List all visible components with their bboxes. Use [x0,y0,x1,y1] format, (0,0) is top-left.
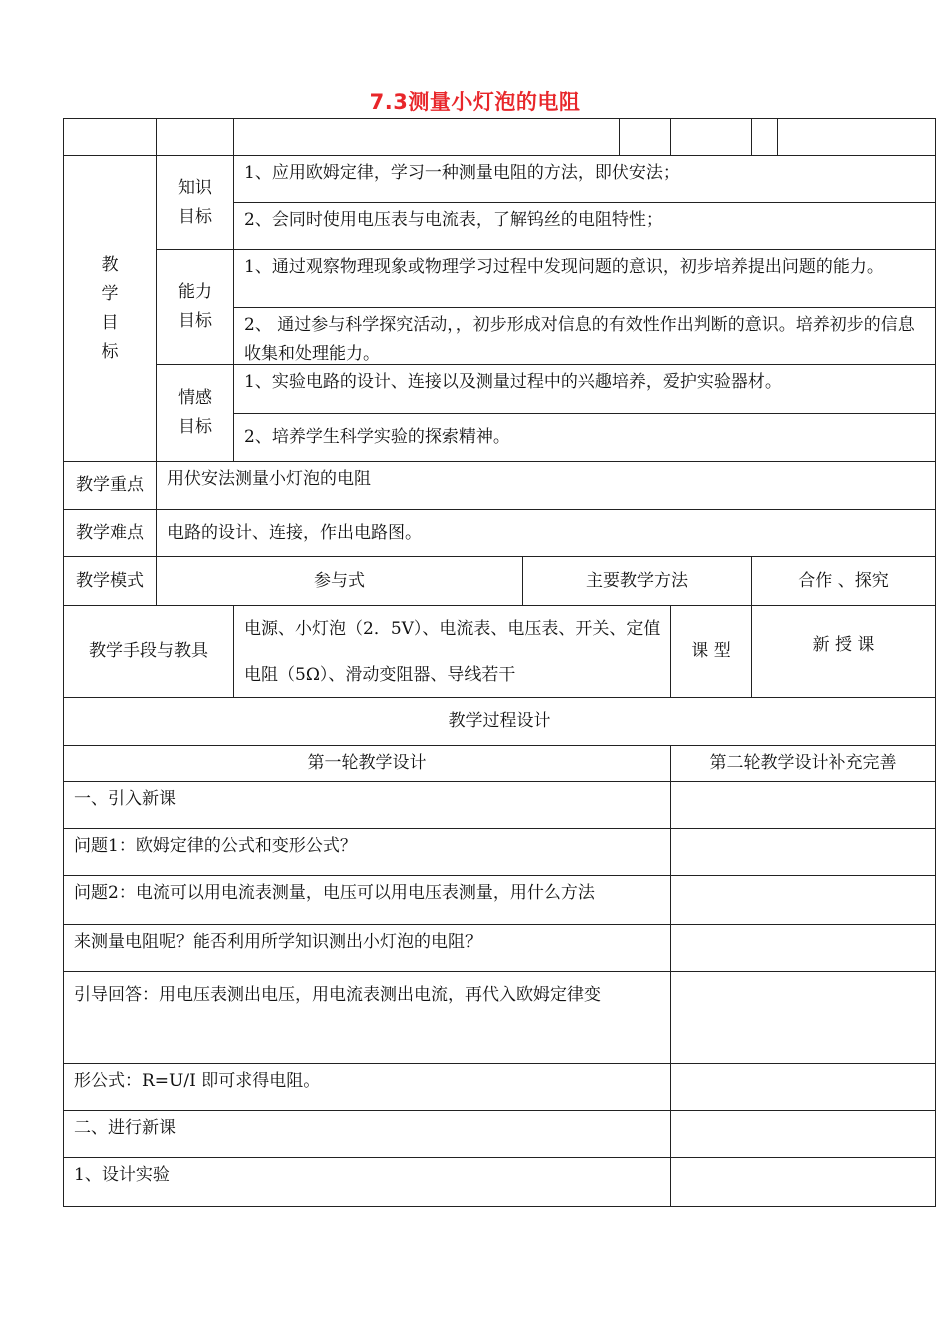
objective-item: 2、培养学生科学实验的探索精神。 [233,413,936,462]
method-label: 主要教学方法 [522,556,752,606]
key-point-label: 教学重点 [63,461,157,510]
process-row: 问题1：欧姆定律的公式和变形公式？ [63,828,671,876]
header-cell [751,118,778,156]
process-col1-header: 第一轮教学设计 [63,745,671,782]
lesson-type-value: 新 授 课 [751,605,936,698]
tools-value: 电源、小灯泡（2．5V）、电流表、电压表、开关、定值电阻（5Ω）、滑动变阻器、导线若干 [233,605,671,698]
mode-label: 教学模式 [63,556,157,606]
header-cell [777,118,936,156]
process-row: 问题2：电流可以用电流表测量，电压可以用电压表测量，用什么方法 [63,875,671,925]
objective-item: 1、应用欧姆定律，学习一种测量电阻的方法，即伏安法； [233,155,936,203]
objectives-header: 教 学 目 标 [101,254,119,362]
objectives-header-cell [63,155,157,462]
tools-label: 教学手段与教具 [63,605,234,698]
difficulty-label: 教学难点 [63,509,157,557]
header-cell [670,118,752,156]
key-point-value: 用伏安法测量小灯泡的电阻 [156,461,936,510]
process-row-supplement [670,971,936,1064]
process-row-supplement [670,828,936,876]
process-title: 教学过程设计 [63,697,936,746]
header-cell [619,118,671,156]
objective-group-label: 能力 目标 [156,249,234,365]
process-row-supplement [670,1110,936,1158]
process-col2-header: 第二轮教学设计补充完善 [670,745,936,782]
objective-item: 2、会同时使用电压表与电流表，了解钨丝的电阻特性； [233,202,936,250]
process-row: 形公式：R=U/I 即可求得电阻。 [63,1063,671,1111]
process-row: 引导回答：用电压表测出电压，用电流表测出电流，再代入欧姆定律变 [63,971,671,1064]
mode-value: 参与式 [156,556,523,606]
lesson-type-label: 课 型 [670,605,752,698]
objective-item: 1、通过观察物理现象或物理学习过程中发现问题的意识，初步培养提出问题的能力。 [233,249,936,308]
header-cell [63,118,157,156]
process-row: 来测量电阻呢？能否利用所学知识测出小灯泡的电阻？ [63,924,671,972]
process-row: 1、设计实验 [63,1157,671,1207]
header-cell [233,118,620,156]
process-row-supplement [670,1157,936,1207]
process-row: 二、进行新课 [63,1110,671,1158]
process-row-supplement [670,1063,936,1111]
objective-group-label: 情感 目标 [156,364,234,462]
method-value: 合作 、探究 [751,556,936,606]
objective-item: 2、 通过参与科学探究活动，，初步形成对信息的有效性作出判断的意识。培养初步的信息收集和处理能力。 [233,307,936,365]
header-cell [156,118,234,156]
objective-group-label: 知识 目标 [156,155,234,250]
page-title: 7.3测量小灯泡的电阻 [369,90,581,114]
process-row-supplement [670,875,936,925]
difficulty-value: 电路的设计、连接，作出电路图。 [156,509,936,557]
process-row: 一、引入新课 [63,781,671,829]
process-row-supplement [670,781,936,829]
process-row-supplement [670,924,936,972]
objective-item: 1、实验电路的设计、连接以及测量过程中的兴趣培养，爱护实验器材。 [233,364,936,414]
